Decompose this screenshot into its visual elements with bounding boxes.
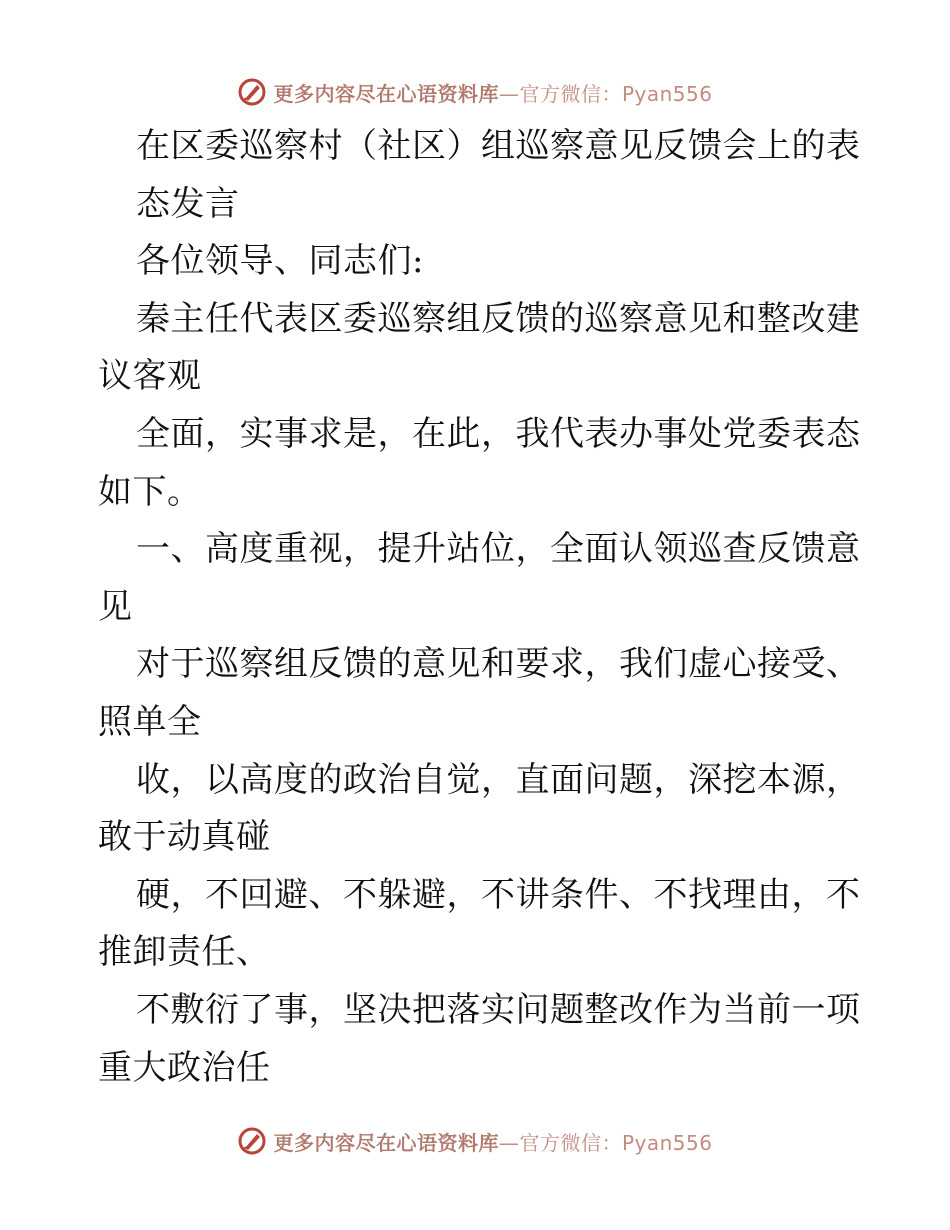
watermark-banner-top — [0, 72, 950, 112]
watermark-prefix: 更多内容尽在心语资料库 — [273, 81, 499, 106]
quill-pen-seal-icon — [237, 1126, 267, 1156]
paragraph-line: 照单全 — [98, 701, 202, 742]
salutation: 各位领导、同志们: — [136, 241, 424, 282]
watermark-prefix: 更多内容尽在心语资料库 — [273, 1130, 499, 1155]
paragraph-line: 全面，实事求是，在此，我代表办事处党委表态 — [136, 413, 861, 454]
watermark-text — [273, 1127, 712, 1156]
paragraph-line: 议客观 — [98, 356, 202, 397]
document-body — [98, 118, 861, 1097]
watermark-banner-bottom — [0, 1121, 950, 1161]
paragraph-line: 重大政治任 — [98, 1047, 271, 1088]
paragraph-line: 推卸责任、 — [98, 932, 271, 973]
section-heading-line: 见 — [98, 586, 133, 627]
paragraph-line: 秦主任代表区委巡察组反馈的巡察意见和整改建 — [136, 298, 861, 339]
paragraph-line: 不敷衍了事，坚决把落实问题整改作为当前一项 — [136, 989, 861, 1030]
title-line-1: 在区委巡察村（社区）组巡察意见反馈会上的表 — [136, 126, 861, 166]
paragraph-line: 如下。 — [98, 471, 202, 512]
paragraph-line: 收，以高度的政治自觉，直面问题，深挖本源， — [136, 759, 861, 800]
paragraph-line: 敢于动真碰 — [98, 817, 271, 858]
paragraph-line: 对于巡察组反馈的意见和要求，我们虚心接受、 — [136, 644, 861, 685]
quill-pen-seal-icon — [237, 77, 267, 107]
watermark-suffix: —官方微信：Pyan556 — [498, 81, 713, 106]
watermark-suffix: —官方微信：Pyan556 — [498, 1130, 713, 1155]
title-line-2: 态发言 — [136, 183, 240, 224]
section-heading-line: 一、高度重视，提升站位，全面认领巡查反馈意 — [136, 529, 861, 570]
paragraph-line: 硬，不回避、不躲避，不讲条件、不找理由，不 — [136, 874, 861, 915]
watermark-text — [273, 78, 712, 107]
